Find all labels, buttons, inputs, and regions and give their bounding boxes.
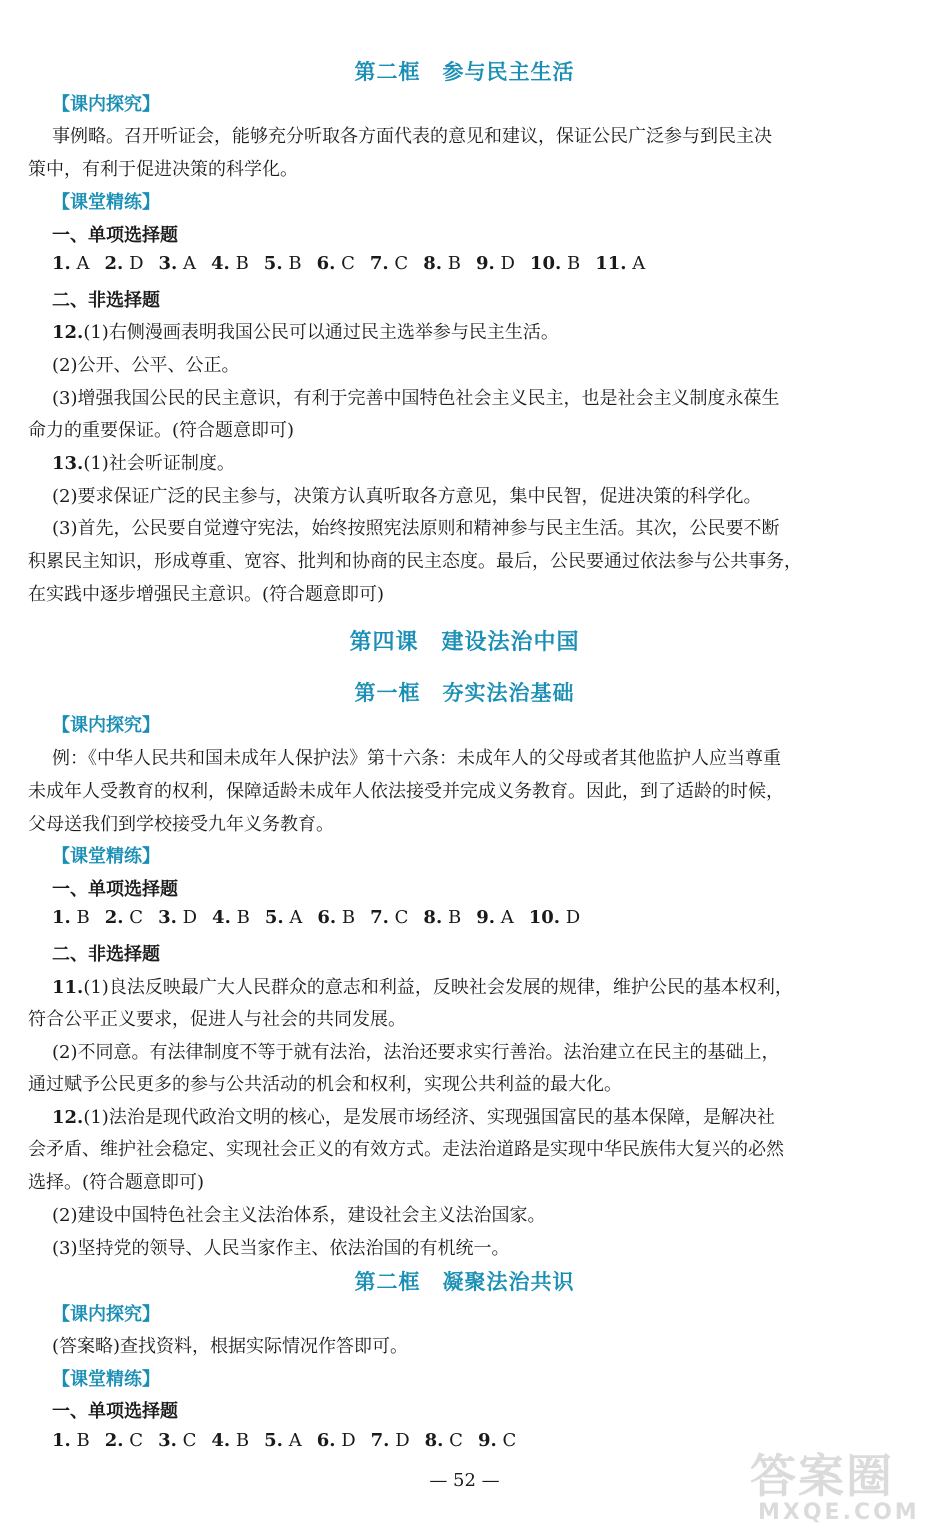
answer-item bbox=[105, 253, 144, 274]
paragraph-line: 事例略。召开听证会，能够充分听取各方面代表的意见和建议，保证公民广泛参与到民主决 bbox=[52, 126, 772, 147]
answer-letter: A bbox=[288, 1430, 302, 1451]
answer-item bbox=[595, 253, 645, 274]
answer-letter: B bbox=[447, 253, 461, 274]
question-12-part-2: (2)公开、公平、公正。 bbox=[52, 355, 240, 376]
answer-item bbox=[530, 253, 580, 274]
answer-item bbox=[52, 907, 90, 928]
paragraph-line: 未成年人受教育的权利，保障适龄未成年人依法接受并完成义务教育。因此，到了适龄的时候， bbox=[28, 781, 784, 802]
answer-item bbox=[105, 907, 143, 928]
answer-letter: C bbox=[449, 1430, 463, 1451]
answer-number: 11. bbox=[595, 253, 627, 274]
answer-number: 8. bbox=[423, 907, 443, 928]
heading-non-choice: 二、非选择题 bbox=[52, 944, 160, 965]
answer-item bbox=[317, 907, 355, 928]
answer-letter: B bbox=[566, 253, 581, 274]
watermark-text: 答案圈 bbox=[750, 1449, 894, 1503]
lesson-title-rule-of-law-china: 第四课 建设法治中国 bbox=[349, 630, 580, 655]
answer-number: 6. bbox=[316, 253, 336, 274]
answer-letter: C bbox=[182, 1430, 197, 1451]
answer-number: 3. bbox=[158, 1430, 177, 1451]
question-number: 11. bbox=[52, 977, 84, 998]
paragraph-line: 例：《中华人民共和国未成年人保护法》第十六条：未成年人的父母或者其他监护人应当尊重 bbox=[52, 748, 781, 769]
answer-letter: B bbox=[288, 253, 302, 274]
answer-number: 1. bbox=[52, 907, 71, 928]
answer-item bbox=[317, 1430, 356, 1451]
tag-in-class-inquiry: 【课内探究】 bbox=[52, 715, 160, 736]
tag-class-practice: 【课堂精练】 bbox=[52, 192, 160, 213]
question-12-part-2: (2)建设中国特色社会主义法治体系，建设社会主义法治国家。 bbox=[52, 1205, 546, 1226]
answer-item bbox=[370, 907, 408, 928]
question-number: 13. bbox=[52, 453, 84, 474]
answer-letter: C bbox=[394, 253, 409, 274]
answer-item bbox=[476, 253, 515, 274]
heading-single-choice: 一、单项选择题 bbox=[52, 225, 178, 246]
answer-number: 9. bbox=[475, 253, 495, 274]
answer-number: 8. bbox=[424, 1430, 444, 1451]
answer-letter: B bbox=[76, 1430, 90, 1451]
answer-item bbox=[158, 1430, 196, 1451]
tag-in-class-inquiry: 【课内探究】 bbox=[52, 1304, 160, 1325]
answer-number: 7. bbox=[370, 907, 389, 928]
question-13-part-2: (2)要求保证广泛的民主参与，决策方认真听取各方意见，集中民智，促进决策的科学化。 bbox=[52, 486, 762, 507]
answer-item bbox=[529, 907, 581, 928]
answer-letter: A bbox=[183, 253, 197, 274]
paragraph-line: 父母送我们到学校接受九年义务教育。 bbox=[28, 814, 334, 835]
question-12-part-3: (3)增强我国公民的民主意识，有利于完善中国特色社会主义民主，也是社会主义制度永葆生 bbox=[52, 388, 780, 409]
answer-number: 5. bbox=[264, 907, 284, 928]
answer-number: 2. bbox=[104, 253, 124, 274]
page-number: — 52 — bbox=[429, 1470, 500, 1491]
question-11-part-2: (2)不同意。有法律制度不等于就有法治，法治还要求实行善治。法治建立在民主的基础上， bbox=[52, 1042, 780, 1063]
answer-item bbox=[423, 907, 461, 928]
question-12-part-1 bbox=[52, 318, 559, 344]
question-12-part-3: (3)坚持党的领导、人民当家作主、依法治国的有机统一。 bbox=[52, 1238, 510, 1259]
answer-letter: A bbox=[76, 253, 90, 274]
answer-item bbox=[264, 1430, 302, 1451]
answer-item bbox=[476, 907, 514, 928]
answer-number: 2. bbox=[104, 907, 124, 928]
answer-number: 4. bbox=[212, 907, 231, 928]
paragraph-line: 命力的重要保证。(符合题意即可) bbox=[28, 420, 295, 441]
answer-item bbox=[264, 253, 302, 274]
answer-number: 2. bbox=[104, 1430, 124, 1451]
question-number: 12. bbox=[52, 322, 84, 343]
question-13-part-1 bbox=[52, 449, 235, 475]
answer-number: 5. bbox=[264, 1430, 283, 1451]
answer-number: 5. bbox=[263, 253, 283, 274]
answer-number: 7. bbox=[370, 1430, 390, 1451]
question-text: (1)社会听证制度。 bbox=[83, 453, 235, 474]
answer-letter: B bbox=[235, 1430, 250, 1451]
answer-item bbox=[211, 253, 249, 274]
question-text: (1)右侧漫画表明我国公民可以通过民主选举参与民主生活。 bbox=[83, 322, 559, 343]
question-13-part-3: (3)首先，公民要自觉遵守宪法，始终按照宪法原则和精神参与民主生活。其次，公民要不断 bbox=[52, 518, 780, 539]
paragraph-line: 通过赋予公民更多的参与公共活动的机会和权利，实现公共利益的最大化。 bbox=[28, 1074, 622, 1095]
answer-number: 9. bbox=[476, 907, 495, 928]
answer-letter: A bbox=[500, 907, 514, 928]
answer-item bbox=[423, 253, 461, 274]
answer-number: 10. bbox=[528, 907, 561, 928]
answer-letter: D bbox=[500, 253, 515, 274]
paragraph-line: 在实践中逐步增强民主意识。(符合题意即可) bbox=[28, 584, 385, 605]
answer-number: 1. bbox=[52, 1430, 71, 1451]
answer-number: 3. bbox=[158, 907, 177, 928]
question-number: 12. bbox=[52, 1107, 84, 1128]
answer-letter: B bbox=[236, 907, 250, 928]
answer-item bbox=[265, 907, 303, 928]
question-11-part-1 bbox=[52, 973, 793, 999]
watermark-url: MXQE.COM bbox=[758, 1500, 920, 1525]
question-12-part-1 bbox=[52, 1103, 775, 1129]
answer-letter: A bbox=[632, 253, 646, 274]
paragraph-line: 选择。(符合题意即可) bbox=[28, 1172, 205, 1193]
answer-letter: D bbox=[565, 907, 581, 928]
answer-item bbox=[211, 1430, 249, 1451]
answer-number: 9. bbox=[477, 1430, 497, 1451]
answer-letter: D bbox=[182, 907, 198, 928]
answer-item bbox=[212, 907, 250, 928]
answer-number: 7. bbox=[369, 253, 389, 274]
answer-item bbox=[478, 1430, 516, 1451]
paragraph-line: 符合公平正义要求，促进人与社会的共同发展。 bbox=[28, 1009, 406, 1030]
answer-item bbox=[159, 253, 197, 274]
tag-in-class-inquiry: 【课内探究】 bbox=[52, 94, 160, 115]
heading-non-choice: 二、非选择题 bbox=[52, 290, 160, 311]
answer-item bbox=[425, 1430, 463, 1451]
answer-number: 3. bbox=[158, 253, 178, 274]
answer-letter: A bbox=[289, 907, 303, 928]
tag-class-practice: 【课堂精练】 bbox=[52, 1369, 160, 1390]
paragraph-line: 积累民主知识，形成尊重、宽容、批判和协商的民主态度。最后，公民要通过依法参与公共事务， bbox=[28, 551, 802, 572]
section-title-rule-of-law-consensus: 第二框 凝聚法治共识 bbox=[354, 1270, 575, 1294]
answer-item bbox=[52, 1430, 90, 1451]
section-title-rule-of-law-foundation: 第一框 夯实法治基础 bbox=[354, 681, 575, 705]
tag-class-practice: 【课堂精练】 bbox=[52, 846, 160, 867]
watermark-logo bbox=[740, 1440, 920, 1530]
answer-letter: C bbox=[129, 907, 144, 928]
answer-letter: C bbox=[502, 1430, 517, 1451]
answer-row bbox=[52, 1430, 531, 1451]
answer-number: 10. bbox=[529, 253, 562, 274]
heading-single-choice: 一、单项选择题 bbox=[52, 1401, 178, 1422]
answer-number: 6. bbox=[316, 1430, 336, 1451]
answer-number: 4. bbox=[211, 253, 230, 274]
answer-item bbox=[370, 253, 408, 274]
answer-letter: B bbox=[341, 907, 356, 928]
answer-letter: D bbox=[341, 1430, 356, 1451]
answer-letter: C bbox=[129, 1430, 144, 1451]
question-text: (1)良法反映最广大人民群众的意志和利益，反映社会发展的规律，维护公民的基本权利， bbox=[83, 977, 793, 998]
section-title-participate-democracy: 第二框 参与民主生活 bbox=[354, 60, 575, 84]
answer-item bbox=[52, 253, 90, 274]
paragraph-line: (答案略)查找资料，根据实际情况作答即可。 bbox=[52, 1336, 409, 1357]
answer-letter: B bbox=[76, 907, 90, 928]
paragraph-line: 策中，有利于促进决策的科学化。 bbox=[28, 159, 298, 180]
answer-letter: B bbox=[235, 253, 249, 274]
answer-item bbox=[317, 253, 355, 274]
answer-item bbox=[158, 907, 197, 928]
answer-number: 8. bbox=[423, 253, 442, 274]
answer-letter: D bbox=[395, 1430, 410, 1451]
answer-letter: B bbox=[447, 907, 462, 928]
paragraph-line: 会矛盾、维护社会稳定、实现社会正义的有效方式。走法治道路是实现中华民族伟大复兴的必然 bbox=[28, 1139, 784, 1160]
answer-letter: C bbox=[341, 253, 355, 274]
answer-row bbox=[52, 253, 660, 274]
heading-single-choice: 一、单项选择题 bbox=[52, 879, 178, 900]
answer-number: 4. bbox=[211, 1430, 231, 1451]
answer-item bbox=[371, 1430, 410, 1451]
answer-number: 6. bbox=[317, 907, 337, 928]
answer-number: 1. bbox=[52, 253, 71, 274]
answer-letter: D bbox=[129, 253, 144, 274]
question-text: (1)法治是现代政治文明的核心，是发展市场经济、实现强国富民的基本保障，是解决社 bbox=[83, 1107, 775, 1128]
answer-item bbox=[105, 1430, 143, 1451]
answer-letter: C bbox=[394, 907, 409, 928]
answer-row bbox=[52, 907, 595, 928]
